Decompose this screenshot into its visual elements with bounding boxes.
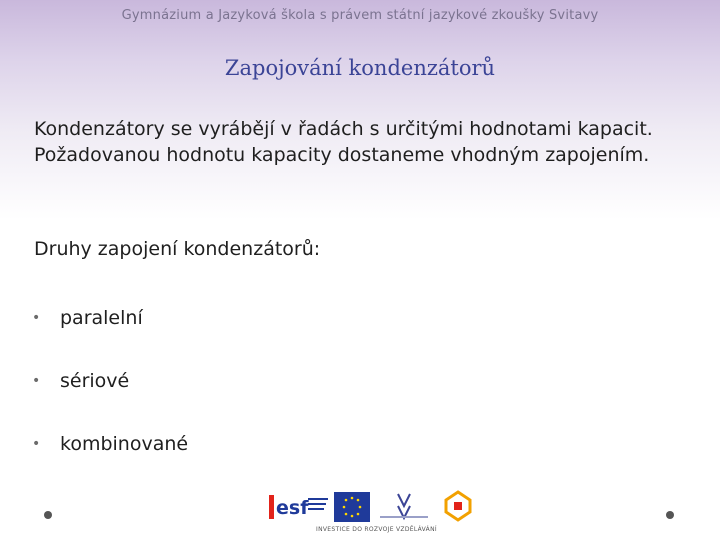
list-item-label: paralelní: [60, 307, 143, 329]
bullet-icon: •: [32, 436, 41, 452]
list-item-label: kombinované: [60, 433, 189, 455]
list-item: [32, 368, 188, 431]
left-corner-dot: [44, 511, 52, 519]
section-heading: Druhy zapojení kondenzátorů:: [34, 238, 321, 260]
msmt-logo-icon: [376, 490, 432, 522]
esf-logo-text: esf: [276, 497, 309, 519]
bullet-icon: •: [32, 310, 41, 326]
bullet-icon: •: [32, 373, 41, 389]
esf-logo-icon: [268, 492, 330, 522]
logos-caption: INVESTICE DO ROZVOJE VZDĚLÁVÁNÍ: [316, 526, 437, 533]
eu-flag-icon: [334, 492, 370, 522]
list-item-label: sériové: [60, 370, 130, 392]
right-corner-dot: [666, 511, 674, 519]
op-vk-logo-icon: [440, 490, 476, 522]
footer-logos: [268, 488, 480, 536]
list-item: [32, 431, 188, 494]
school-name-header: Gymnázium a Jazyková škola s právem státní jazykové zkoušky Svitavy: [121, 8, 599, 23]
intro-paragraph: Kondenzátory se vyrábějí v řadách s určitými hodnotami kapacit. Požadovanou hodnotu kapacity dostaneme vhodným zapojením.: [34, 118, 653, 166]
list-item: [32, 305, 188, 368]
bullet-list: [32, 305, 188, 494]
slide-title: Zapojování kondenzátorů: [224, 56, 496, 80]
